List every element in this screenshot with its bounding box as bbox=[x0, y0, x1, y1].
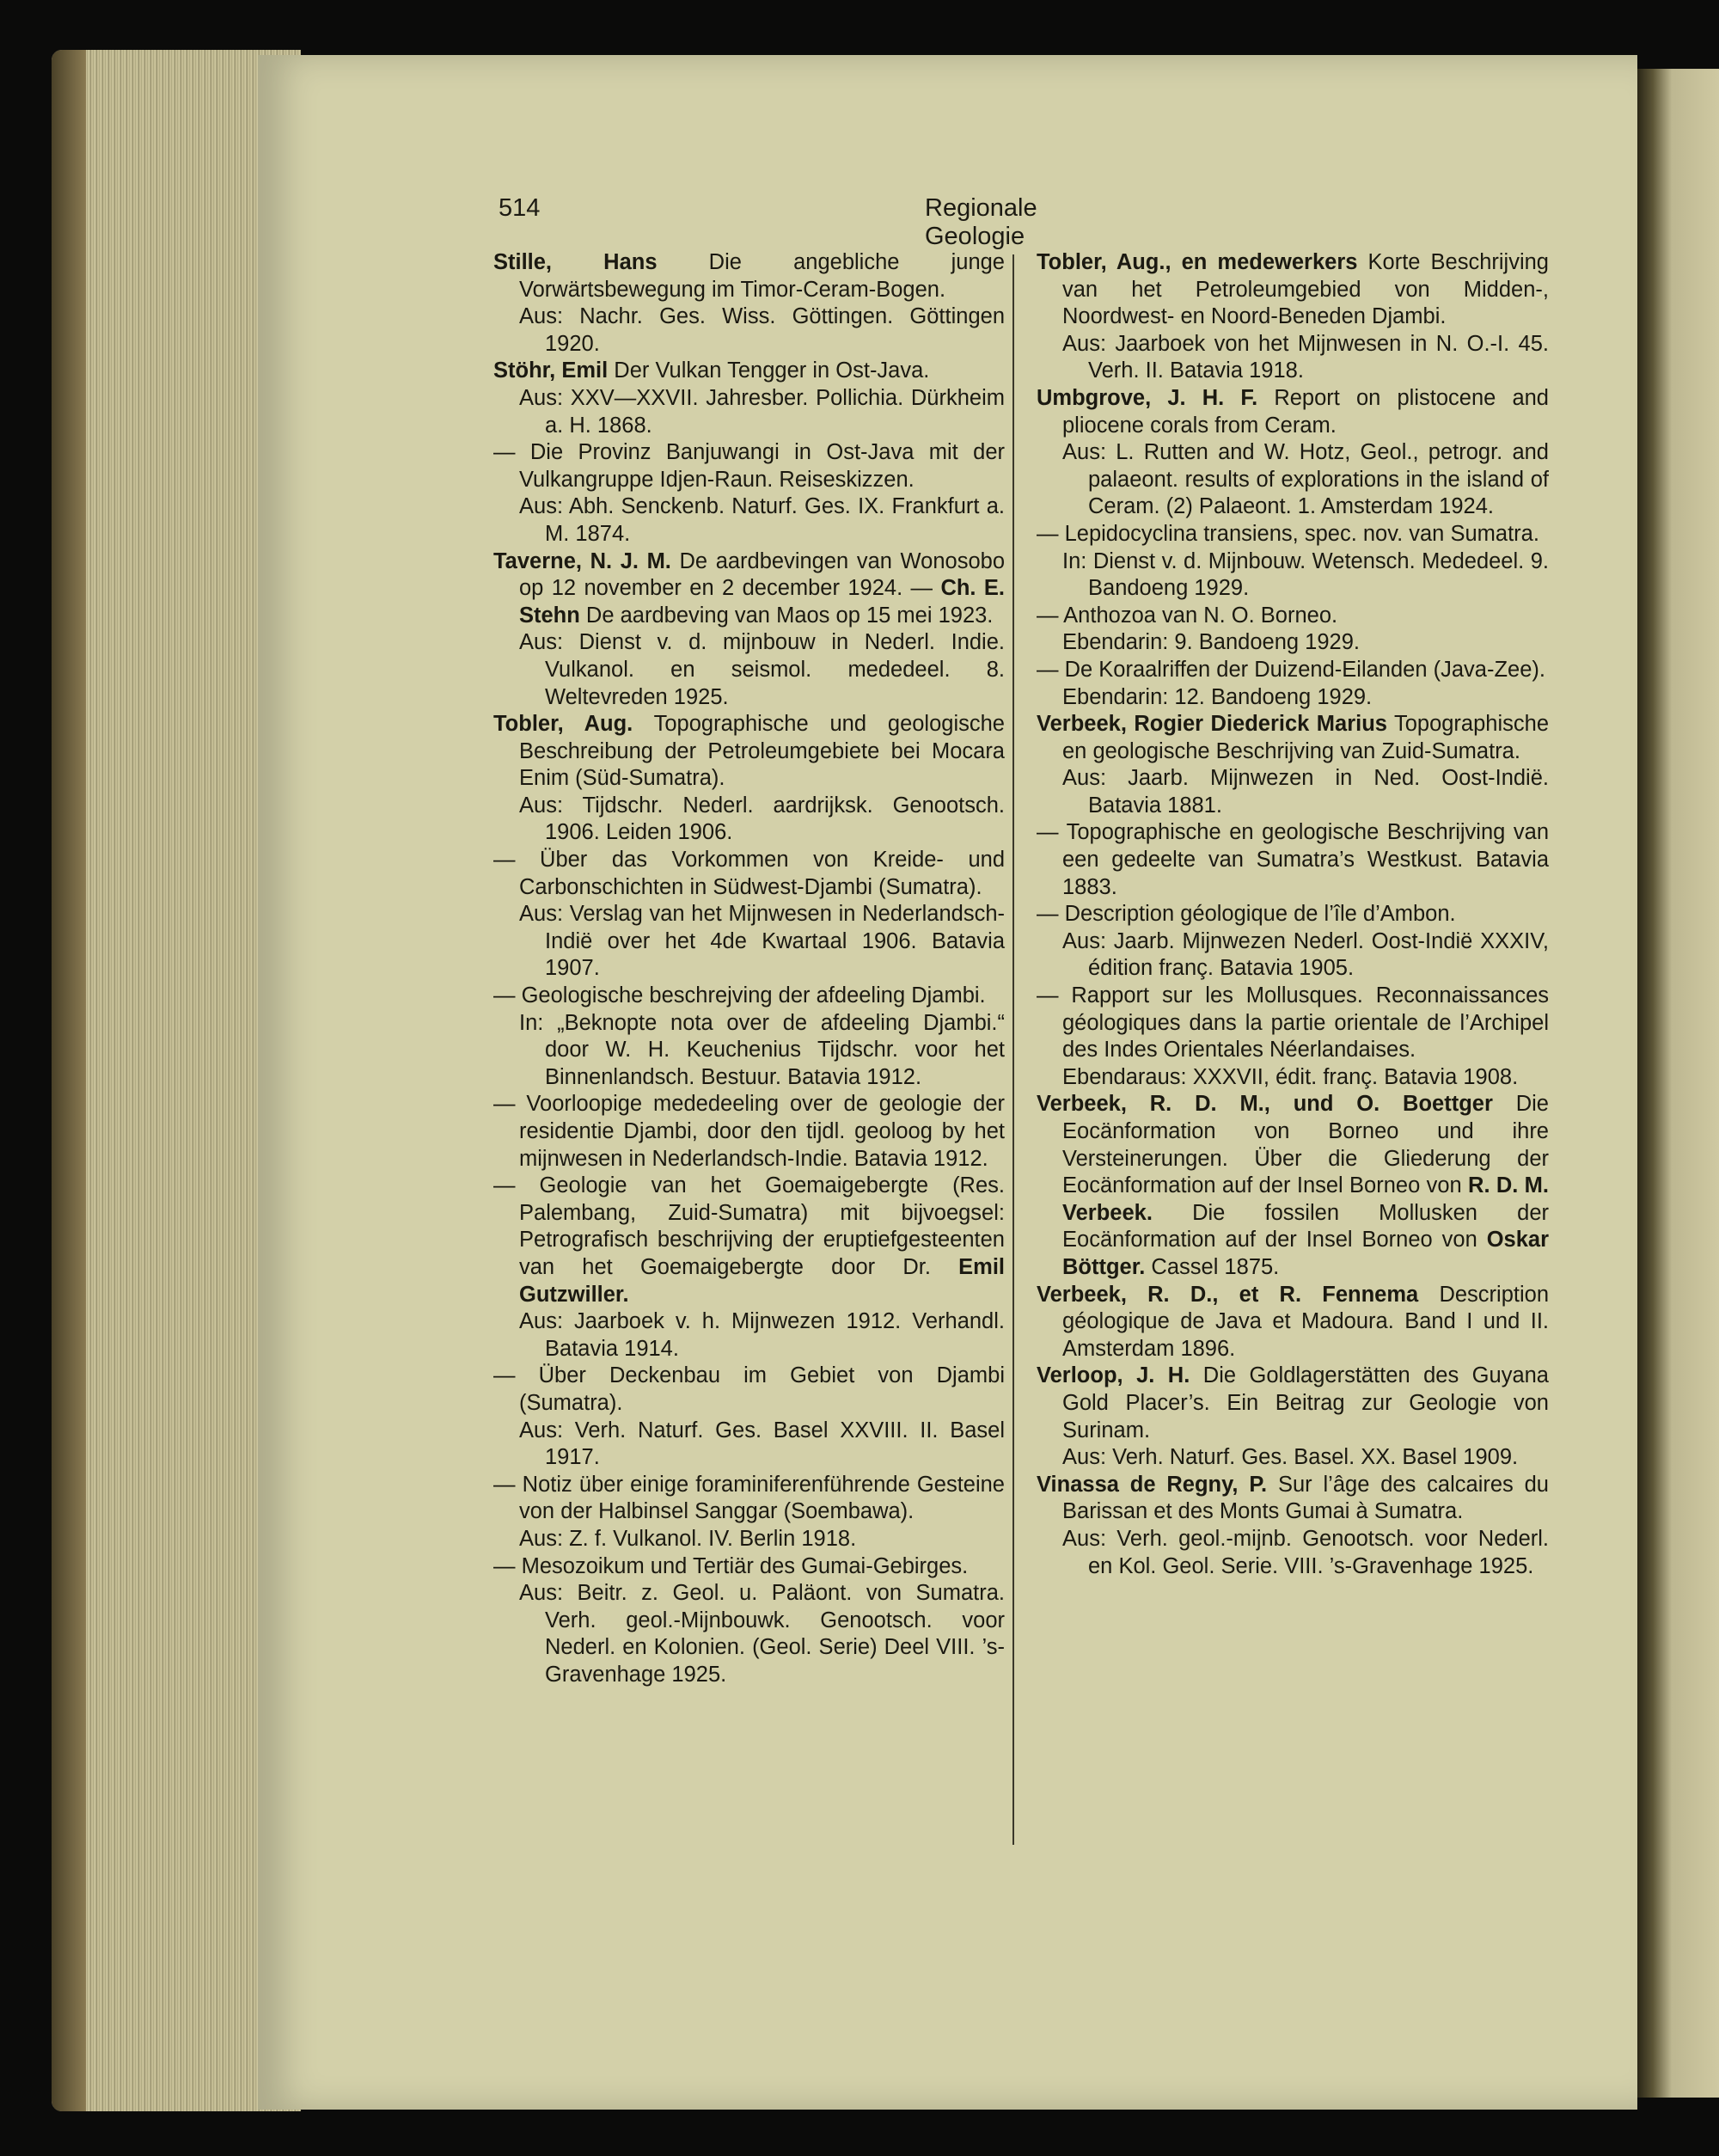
author-name: Verbeek, R. D., et R. Fennema bbox=[1037, 1282, 1419, 1307]
bibliography-source bbox=[493, 1308, 1005, 1363]
bibliography-entry bbox=[493, 711, 1005, 793]
entry-text: — Notiz über einige foraminiferenführende Gesteine von der Halbinsel Sanggar (Soembawa). bbox=[493, 1472, 1005, 1524]
entry-text: — Die Provinz Banjuwangi in Ost-Java mit der Vulkangruppe Idjen-Raun. Reiseskizzen. bbox=[493, 440, 1005, 492]
bibliography-source bbox=[493, 629, 1005, 711]
bibliography-source bbox=[1037, 548, 1549, 603]
bibliography-entry bbox=[493, 1173, 1005, 1308]
left-column bbox=[493, 249, 1005, 1688]
entry-text: Topographische en geologische Beschrijving van Zuid-Sumatra. bbox=[1062, 712, 1549, 763]
bibliography-source bbox=[493, 385, 1005, 439]
entry-text: Aus: Jaarb. Mijnwezen Nederl. Oost-Indië XXXIV, édition franç. Batavia 1905. bbox=[1062, 928, 1549, 981]
entry-text: Ebendarin: 12. Bandoeng 1929. bbox=[1062, 684, 1373, 709]
bibliography-entry bbox=[1037, 901, 1549, 928]
bibliography-source bbox=[493, 901, 1005, 983]
bibliography-source bbox=[1037, 629, 1549, 657]
column-rule bbox=[1012, 254, 1014, 1845]
author-name: Umbgrove, J. H. F. bbox=[1037, 385, 1258, 410]
bibliography-source bbox=[1037, 1526, 1549, 1580]
entry-text: Die fossilen Mollusken der Eocänformation auf der Insel Borneo von bbox=[1062, 1200, 1549, 1253]
entry-text: — Geologie van het Goemaigebergte (Res. Palembang, Zuid-Sumatra) mit bijvoegsel: Petrografisch beschrijving der eruptiefgesteenten van het Goemaigebergte door Dr. bbox=[493, 1173, 1005, 1279]
bibliography-entry bbox=[493, 358, 1005, 385]
author-name: Ch. E. Stehn bbox=[519, 576, 1005, 628]
bibliography-entry bbox=[493, 1091, 1005, 1173]
entry-text: Aus: Jaarboek v. h. Mijnwezen 1912. Verhandl. Batavia 1914. bbox=[519, 1309, 1005, 1361]
bibliography-entry bbox=[493, 1363, 1005, 1417]
entry-text: Der Vulkan Tengger in Ost-Java. bbox=[608, 358, 930, 383]
bibliography-entry bbox=[1037, 1091, 1549, 1281]
entry-text: Aus: Abh. Senckenb. Naturf. Ges. IX. Frankfurt a. M. 1874. bbox=[519, 494, 1005, 546]
author-name: Taverne, N. J. M. bbox=[493, 548, 671, 573]
entry-text: Report on plistocene and pliocene corals from Ceram. bbox=[1062, 385, 1549, 438]
author-name: Verloop, J. H. bbox=[1037, 1363, 1190, 1388]
entry-text: Aus: Tijdschr. Nederl. aardrijksk. Genootsch. 1906. Leiden 1906. bbox=[519, 793, 1005, 845]
running-title: Regionale Geologie bbox=[925, 194, 1037, 250]
author-name: Tobler, Aug. bbox=[493, 712, 633, 737]
bibliography-entry bbox=[1037, 983, 1549, 1064]
facing-page-edge bbox=[1637, 69, 1719, 2098]
author-name: Stille, Hans bbox=[493, 250, 658, 274]
right-column bbox=[1037, 249, 1549, 1580]
entry-text: Korte Beschrijving van het Petroleumgebied von Midden-, Noordwest- en Noord-Beneden Djambi. bbox=[1062, 250, 1549, 329]
entry-text: Aus: Jaarb. Mijnwezen in Ned. Oost-Indië. Batavia 1881. bbox=[1062, 766, 1549, 818]
bibliography-entry bbox=[493, 1472, 1005, 1526]
bibliography-source bbox=[493, 303, 1005, 358]
entry-text: Ebendaraus: XXXVII, édit. franç. Batavia 1908. bbox=[1062, 1064, 1519, 1089]
entry-text: Description géologique de Java et Madoura. Band I und II. Amsterdam 1896. bbox=[1062, 1282, 1550, 1361]
bibliography-source bbox=[1037, 1444, 1549, 1472]
entry-text: Ebendarin: 9. Bandoeng 1929. bbox=[1062, 630, 1360, 655]
entry-text: Aus: L. Rutten and W. Hotz, Geol., petrogr. and palaeont. results of explorations in the island of Ceram. (2) Palaeont. 1. Amsterdam 1924. bbox=[1062, 440, 1549, 519]
entry-text: — Voorloopige mededeeling over de geologie der residentie Djambi, door den tijdl. geoloog by het mijnwesen in Nederlandsch-Indie. Batavia 1912. bbox=[493, 1092, 1005, 1171]
author-name: R. D. M. Verbeek. bbox=[1062, 1173, 1549, 1225]
bibliography-source bbox=[1037, 765, 1549, 819]
entry-text: Cassel 1875. bbox=[1145, 1254, 1280, 1279]
entry-text: Sur l’âge des calcaires du Barissan et des Monts Gumai à Sumatra. bbox=[1062, 1472, 1549, 1524]
entry-text: — Lepidocyclina transiens, spec. nov. van Sumatra. bbox=[1037, 521, 1539, 546]
bibliography-entry bbox=[1037, 711, 1549, 765]
bibliography-source bbox=[493, 793, 1005, 847]
entry-text: — Geologische beschrejving der afdeeling Djambi. bbox=[493, 983, 986, 1008]
entry-text: — Topographische en geologische Beschrijving van een gedeelte van Sumatra’s Westkust. Batavia 1883. bbox=[1037, 820, 1549, 899]
entry-text: Die Eocänformation von Borneo und ihre Versteinerungen. Über die Gliederung der Eocänformation auf der Insel Borneo von bbox=[1062, 1092, 1549, 1198]
bibliography-entry bbox=[1037, 521, 1549, 548]
bibliography-source bbox=[1037, 331, 1549, 385]
bibliography-entry bbox=[493, 847, 1005, 901]
bibliography-source bbox=[493, 1526, 1005, 1553]
bibliography-entry bbox=[1037, 603, 1549, 630]
bibliography-source bbox=[1037, 684, 1549, 712]
entry-text: Aus: XXV—XXVII. Jahresber. Pollichia. Dürkheim a. H. 1868. bbox=[519, 385, 1005, 438]
bibliography-entry bbox=[1037, 1472, 1549, 1526]
entry-text: De aardbevingen van Wonosobo op 12 november en 2 december 1924. — bbox=[519, 548, 1005, 601]
bibliography-entry bbox=[1037, 249, 1549, 331]
entry-text: De aardbeving van Maos op 15 mei 1923. bbox=[579, 603, 994, 628]
running-head bbox=[499, 194, 1135, 250]
bibliography-entry bbox=[493, 548, 1005, 630]
bibliography-entry bbox=[493, 249, 1005, 303]
entry-text: Aus: Verh. Naturf. Ges. Basel XXVIII. II. Basel 1917. bbox=[519, 1418, 1005, 1470]
entry-text: — Über Deckenbau im Gebiet von Djambi (Sumatra). bbox=[493, 1363, 1005, 1415]
bibliography-source bbox=[493, 493, 1005, 548]
entry-text: Aus: Jaarboek von het Mijnwesen in N. O.-I. 45. Verh. II. Batavia 1918. bbox=[1062, 331, 1549, 383]
bibliography-entry bbox=[493, 983, 1005, 1010]
entry-text: — De Koraalriffen der Duizend-Eilanden (Java-Zee). bbox=[1037, 657, 1545, 682]
author-name: Verbeek, Rogier Diederick Marius bbox=[1037, 712, 1387, 737]
bibliography-entry bbox=[1037, 819, 1549, 901]
bibliography-source bbox=[1037, 1064, 1549, 1092]
author-name: Emil Gutzwiller. bbox=[519, 1254, 1005, 1307]
entry-text: — Anthozoa van N. O. Borneo. bbox=[1037, 603, 1338, 628]
entry-text: — Mesozoikum und Tertiär des Gumai-Gebirges. bbox=[493, 1553, 969, 1578]
author-name: Verbeek, R. D. M., und O. Boettger bbox=[1037, 1092, 1493, 1117]
bibliography-source bbox=[1037, 928, 1549, 983]
entry-text: Aus: Z. f. Vulkanol. IV. Berlin 1918. bbox=[519, 1526, 857, 1551]
bibliography-entry bbox=[493, 1553, 1005, 1581]
bibliography-entry bbox=[1037, 1363, 1549, 1444]
bibliography-source bbox=[493, 1418, 1005, 1472]
page-number: 514 bbox=[499, 194, 541, 222]
entry-text: Aus: Verh. Naturf. Ges. Basel. XX. Basel 1909. bbox=[1062, 1445, 1519, 1470]
bibliography-entry bbox=[1037, 657, 1549, 684]
bibliography-entry bbox=[1037, 1282, 1549, 1363]
author-name: Oskar Böttger. bbox=[1062, 1228, 1549, 1279]
entry-text: Topographische und geologische Beschreibung der Petroleumgebiete bei Mocara Enim (Süd-Sumatra). bbox=[519, 712, 1005, 791]
entry-text: — Description géologique de l’île d’Ambon. bbox=[1037, 902, 1456, 927]
entry-text: Aus: Dienst v. d. mijnbouw in Nederl. Indie. Vulkanol. en seismol. mededeel. 8. Weltevreden 1925. bbox=[519, 630, 1005, 709]
entry-text: — Rapport sur les Mollusques. Reconnaissances géologiques dans la partie orientale de l’Archipel des Indes Orientales Néerlandaises. bbox=[1037, 983, 1549, 1063]
entry-text: Aus: Verh. geol.-mijnb. Genootsch. voor Nederl. en Kol. Geol. Serie. VIII. ’s-Gravenhage 1925. bbox=[1062, 1526, 1549, 1578]
entry-text: Die Goldlagerstätten des Guyana Gold Placer’s. Ein Beitrag zur Geologie von Surinam. bbox=[1062, 1363, 1549, 1442]
entry-text: In: Dienst v. d. Mijnbouw. Wetensch. Mededeel. 9. Bandoeng 1929. bbox=[1062, 548, 1549, 601]
entry-text: In: „Beknopte nota over de afdeeling Djambi.“ door W. H. Keuchenius Tijdschr. voor het Binnenlandsch. Bestuur. Batavia 1912. bbox=[519, 1010, 1005, 1089]
entry-text: — Über das Vorkommen von Kreide- und Carbonschichten in Südwest-Djambi (Sumatra). bbox=[493, 848, 1005, 899]
bibliography-source bbox=[1037, 439, 1549, 521]
bibliography-entry bbox=[1037, 385, 1549, 439]
bibliography-entry bbox=[493, 439, 1005, 493]
entry-text: Aus: Nachr. Ges. Wiss. Göttingen. Göttingen 1920. bbox=[519, 304, 1005, 356]
entry-text: Aus: Verslag van het Mijnwesen in Nederlandsch-Indië over het 4de Kwartaal 1906. Batavia 1907. bbox=[519, 902, 1005, 981]
author-name: Vinassa de Regny, P. bbox=[1037, 1472, 1268, 1497]
author-name: Stöhr, Emil bbox=[493, 358, 609, 383]
bibliography-source bbox=[493, 1010, 1005, 1092]
author-name: Tobler, Aug., en medewerkers bbox=[1037, 250, 1358, 274]
bibliography-source bbox=[493, 1580, 1005, 1688]
entry-text: Aus: Beitr. z. Geol. u. Paläont. von Sumatra. Verh. geol.-Mijnbouwk. Genootsch. voor Nederl. en Kolonien. (Geol. Serie) Deel VIII. ’s-Gravenhage 1925. bbox=[519, 1581, 1005, 1687]
entry-text: Die angebliche junge Vorwärtsbewegung im Timor-Ceram-Bogen. bbox=[519, 250, 1005, 302]
